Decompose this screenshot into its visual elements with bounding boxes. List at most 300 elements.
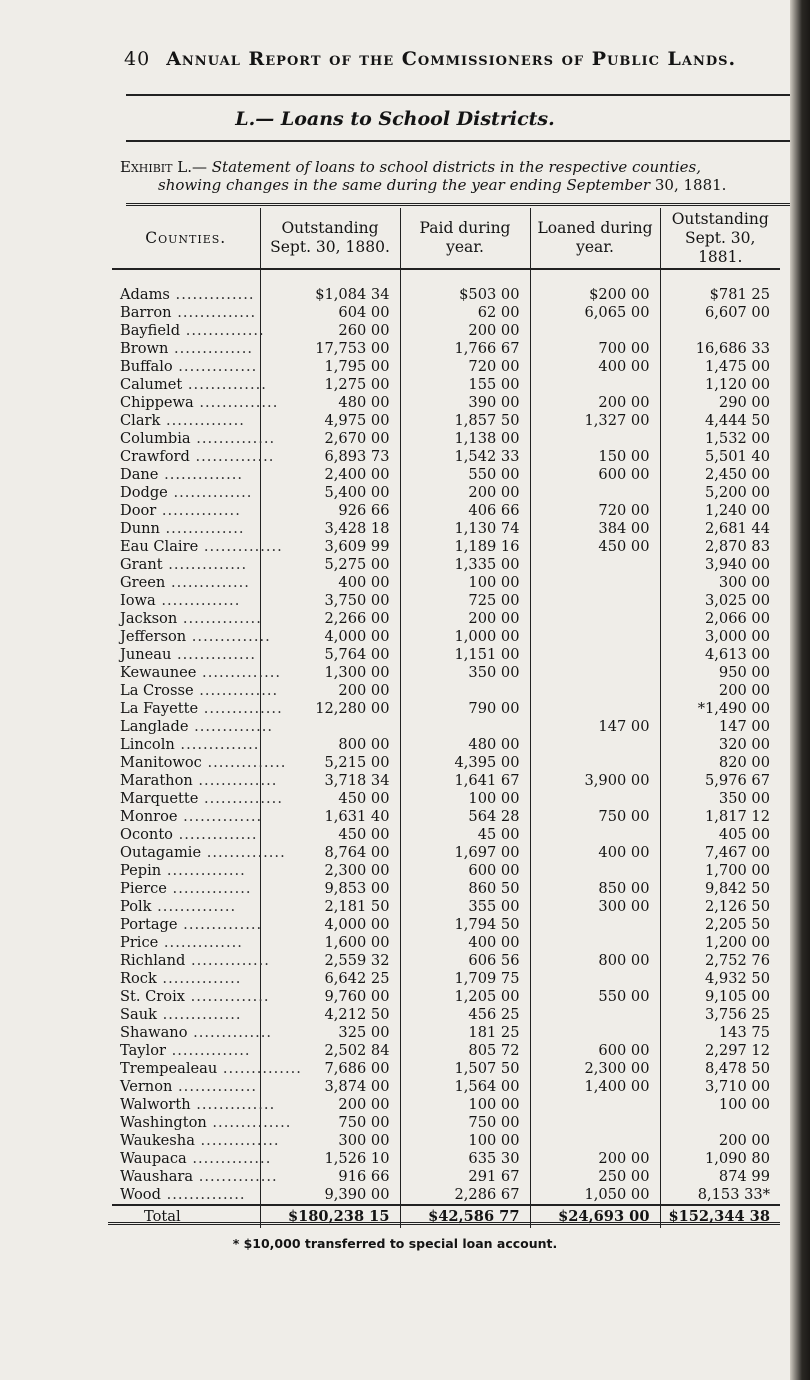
table-row — [112, 826, 780, 844]
cell-outstanding-1880: 17,753 00 — [260, 340, 400, 358]
table-row — [112, 844, 780, 862]
table-row — [112, 1186, 780, 1205]
leader-dots: .............. — [185, 952, 270, 969]
cell-outstanding-1881: 320 00 — [660, 736, 780, 754]
cell-loaned-during-year: 720 00 — [530, 502, 660, 520]
cell-outstanding-1880: 8,764 00 — [260, 844, 400, 862]
cell-outstanding-1880: 1,631 40 — [260, 808, 400, 826]
loans-table — [112, 208, 780, 1228]
cell-loaned-during-year: 384 00 — [530, 520, 660, 538]
cell-outstanding-1881: 3,940 00 — [660, 556, 780, 574]
total-outstanding-1880: $180,238 15 — [260, 1205, 400, 1228]
county-label: Jefferson — [120, 628, 187, 645]
cell-outstanding-1881: 405 00 — [660, 826, 780, 844]
leader-dots: .............. — [189, 448, 275, 465]
cell-loaned-during-year: 200 00 — [530, 394, 660, 412]
county-label: Columbia — [120, 430, 191, 447]
cell-loaned-during-year — [530, 970, 660, 988]
table-header-row — [112, 208, 780, 269]
cell-county-name — [112, 412, 260, 430]
cell-county-name — [112, 1006, 260, 1024]
county-label: Pierce — [120, 880, 167, 897]
cell-outstanding-1881: 2,066 00 — [660, 610, 780, 628]
cell-loaned-during-year — [530, 916, 660, 934]
cell-outstanding-1880: 916 66 — [260, 1168, 400, 1186]
table-row — [112, 1078, 780, 1096]
cell-paid-during-year: 406 66 — [400, 502, 530, 520]
cell-loaned-during-year: 550 00 — [530, 988, 660, 1006]
leader-dots: .............. — [192, 772, 278, 789]
cell-outstanding-1881: 2,752 76 — [660, 952, 780, 970]
cell-outstanding-1881: 1,532 00 — [660, 430, 780, 448]
leader-dots: .............. — [187, 1024, 273, 1041]
cell-loaned-during-year: 2,300 00 — [530, 1060, 660, 1078]
table-row — [112, 1150, 780, 1168]
cell-outstanding-1880: 750 00 — [260, 1114, 400, 1132]
cell-loaned-during-year: $200 00 — [530, 286, 660, 304]
cell-loaned-during-year — [530, 664, 660, 682]
cell-outstanding-1881 — [660, 322, 780, 340]
cell-loaned-during-year: 200 00 — [530, 1150, 660, 1168]
county-label: Shawano — [120, 1024, 188, 1041]
cell-outstanding-1880: 3,750 00 — [260, 592, 400, 610]
cell-loaned-during-year — [530, 1114, 660, 1132]
table-row — [112, 358, 780, 376]
table-row — [112, 1042, 780, 1060]
county-label: Waukesha — [120, 1132, 195, 1149]
cell-paid-during-year: 480 00 — [400, 736, 530, 754]
table-row — [112, 592, 780, 610]
county-label: Price — [120, 934, 159, 951]
table-row — [112, 754, 780, 772]
leader-dots: .............. — [190, 1096, 276, 1113]
cell-loaned-during-year: 850 00 — [530, 880, 660, 898]
cell-county-name — [112, 646, 260, 664]
cell-outstanding-1880: 926 66 — [260, 502, 400, 520]
cell-loaned-during-year: 400 00 — [530, 358, 660, 376]
cell-outstanding-1880: 4,000 00 — [260, 916, 400, 934]
cell-outstanding-1880: 6,642 25 — [260, 970, 400, 988]
leader-dots: .............. — [184, 988, 270, 1005]
cell-outstanding-1881 — [660, 1114, 780, 1132]
cell-loaned-during-year: 6,065 00 — [530, 304, 660, 322]
county-label: Polk — [120, 898, 152, 915]
table-row — [112, 898, 780, 916]
cell-loaned-during-year: 3,900 00 — [530, 772, 660, 790]
cell-outstanding-1881: 100 00 — [660, 1096, 780, 1114]
county-label: Barron — [120, 304, 172, 321]
table-row — [112, 1060, 780, 1078]
cell-outstanding-1880: 800 00 — [260, 736, 400, 754]
cell-paid-during-year: 805 72 — [400, 1042, 530, 1060]
leader-dots: .............. — [188, 718, 274, 735]
cell-outstanding-1881: 1,240 00 — [660, 502, 780, 520]
leader-dots: .............. — [172, 358, 258, 375]
cell-outstanding-1881: 2,205 50 — [660, 916, 780, 934]
cell-loaned-during-year: 600 00 — [530, 466, 660, 484]
cell-paid-during-year: 1,000 00 — [400, 628, 530, 646]
cell-county-name — [112, 736, 260, 754]
cell-loaned-during-year: 1,400 00 — [530, 1078, 660, 1096]
leader-dots: .............. — [198, 700, 283, 717]
cell-outstanding-1881: 1,200 00 — [660, 934, 780, 952]
cell-outstanding-1880: 9,760 00 — [260, 988, 400, 1006]
table-row — [112, 772, 780, 790]
page-number: 40 — [124, 48, 151, 70]
cell-paid-during-year: 390 00 — [400, 394, 530, 412]
table-row — [112, 736, 780, 754]
exhibit-line-1: Statement of loans to school districts in the respective counties, — [211, 158, 701, 176]
cell-outstanding-1881: 2,870 83 — [660, 538, 780, 556]
cell-outstanding-1881: 950 00 — [660, 664, 780, 682]
running-title: Annual Report of the Commissioners of Public Lands. — [166, 48, 737, 70]
col-header-loaned: Loaned during year. — [530, 208, 660, 269]
page-edge-shadow — [790, 0, 810, 1380]
cell-county-name — [112, 862, 260, 880]
county-label: Dodge — [120, 484, 168, 501]
cell-paid-during-year: 456 25 — [400, 1006, 530, 1024]
county-label: Marquette — [120, 790, 199, 807]
table-row — [112, 340, 780, 358]
cell-outstanding-1881: 1,475 00 — [660, 358, 780, 376]
cell-loaned-during-year: 700 00 — [530, 340, 660, 358]
cell-paid-during-year: 550 00 — [400, 466, 530, 484]
cell-county-name — [112, 790, 283, 808]
cell-county-name — [112, 916, 263, 934]
cell-loaned-during-year — [530, 322, 660, 340]
cell-outstanding-1880: 260 00 — [260, 322, 400, 340]
table-row — [112, 952, 780, 970]
cell-paid-during-year: 200 00 — [400, 484, 530, 502]
cell-county-name — [112, 754, 287, 772]
cell-outstanding-1880: 3,609 99 — [260, 538, 400, 556]
table-row — [112, 628, 780, 646]
cell-outstanding-1880: 2,670 00 — [260, 430, 400, 448]
county-label: La Fayette — [120, 700, 199, 717]
cell-outstanding-1881: 9,105 00 — [660, 988, 780, 1006]
leader-dots: .............. — [171, 646, 256, 663]
cell-loaned-during-year — [530, 556, 660, 574]
county-label: Dunn — [120, 520, 160, 537]
cell-outstanding-1881: 3,025 00 — [660, 592, 780, 610]
cell-outstanding-1881: 4,613 00 — [660, 646, 780, 664]
cell-outstanding-1880: 5,215 00 — [260, 754, 400, 772]
cell-outstanding-1881: 2,126 50 — [660, 898, 780, 916]
cell-paid-during-year: 1,507 50 — [400, 1060, 530, 1078]
table-row — [112, 574, 780, 592]
county-label: Brown — [120, 340, 169, 357]
cell-outstanding-1880: 450 00 — [260, 826, 400, 844]
county-label: Grant — [120, 556, 163, 573]
cell-county-name — [112, 1078, 260, 1096]
cell-county-name — [112, 1150, 272, 1168]
cell-county-name — [112, 376, 267, 394]
cell-outstanding-1881: 8,153 33* — [660, 1186, 780, 1205]
cell-paid-during-year: 860 50 — [400, 880, 530, 898]
cell-loaned-during-year — [530, 1096, 660, 1114]
table-row — [112, 376, 780, 394]
leader-dots: .............. — [198, 538, 283, 555]
leader-dots: .............. — [160, 1186, 246, 1203]
county-label: Door — [120, 502, 157, 519]
cell-loaned-during-year — [530, 862, 660, 880]
table-row — [112, 484, 780, 502]
cell-paid-during-year: 181 25 — [400, 1024, 530, 1042]
leader-dots: .............. — [193, 394, 279, 411]
cell-outstanding-1881: 8,478 50 — [660, 1060, 780, 1078]
cell-county-name — [112, 574, 260, 592]
table-row — [112, 286, 780, 304]
table-row — [112, 322, 780, 340]
cell-paid-during-year: 564 28 — [400, 808, 530, 826]
cell-outstanding-1881: 4,932 50 — [660, 970, 780, 988]
cell-county-name — [112, 934, 260, 952]
cell-county-name — [112, 502, 260, 520]
cell-outstanding-1880: 604 00 — [260, 304, 400, 322]
total-label: Total — [112, 1205, 260, 1228]
col-header-paid: Paid during year. — [400, 208, 530, 269]
cell-loaned-during-year — [530, 754, 660, 772]
cell-county-name — [112, 1114, 292, 1132]
footnote: * $10,000 transferred to special loan account. — [232, 1236, 558, 1251]
total-loaned-during-year: $24,693 00 — [530, 1205, 660, 1228]
leader-dots: .............. — [196, 664, 282, 681]
cell-paid-during-year: 1,697 00 — [400, 844, 530, 862]
county-label: Adams — [120, 286, 170, 303]
cell-paid-during-year: 1,205 00 — [400, 988, 530, 1006]
cell-loaned-during-year: 1,050 00 — [530, 1186, 660, 1205]
cell-county-name — [112, 466, 260, 484]
table-row — [112, 790, 780, 808]
cell-outstanding-1881: 290 00 — [660, 394, 780, 412]
county-label: Langlade — [120, 718, 189, 735]
cell-outstanding-1880: 4,212 50 — [260, 1006, 400, 1024]
cell-loaned-during-year — [530, 646, 660, 664]
cell-outstanding-1881: 820 00 — [660, 754, 780, 772]
county-label: La Crosse — [120, 682, 194, 699]
cell-outstanding-1880: 2,300 00 — [260, 862, 400, 880]
table-row — [112, 394, 780, 412]
cell-outstanding-1880: 2,181 50 — [260, 898, 400, 916]
leader-dots: .............. — [186, 628, 271, 645]
county-label: Buffalo — [120, 358, 173, 375]
table-row — [112, 862, 780, 880]
cell-outstanding-1880: 12,280 00 — [260, 700, 400, 718]
cell-paid-during-year: 1,542 33 — [400, 448, 530, 466]
leader-dots: .............. — [156, 970, 242, 987]
county-label: Crawford — [120, 448, 190, 465]
cell-outstanding-1880: 300 00 — [260, 1132, 400, 1150]
cell-county-name — [112, 844, 286, 862]
table-row — [112, 970, 780, 988]
cell-loaned-during-year — [530, 790, 660, 808]
cell-county-name — [112, 1060, 302, 1078]
county-label: St. Croix — [120, 988, 185, 1005]
county-label: Portage — [120, 916, 178, 933]
cell-outstanding-1880: 6,893 73 — [260, 448, 400, 466]
leader-dots: .............. — [166, 880, 252, 897]
cell-county-name — [112, 304, 260, 322]
leader-dots: .............. — [156, 1006, 242, 1023]
table-row — [112, 1132, 780, 1150]
caption-rule — [126, 203, 790, 206]
running-header — [124, 48, 774, 70]
leader-dots: .............. — [169, 286, 255, 303]
cell-outstanding-1881: 147 00 — [660, 718, 780, 736]
cell-outstanding-1880: 2,502 84 — [260, 1042, 400, 1060]
cell-county-name — [112, 1024, 273, 1042]
county-label: Marathon — [120, 772, 193, 789]
exhibit-caption — [120, 158, 792, 194]
table-bottom-rule — [108, 1222, 780, 1225]
cell-outstanding-1881: 7,467 00 — [660, 844, 780, 862]
cell-outstanding-1881: 5,200 00 — [660, 484, 780, 502]
table-row — [112, 682, 780, 700]
cell-paid-during-year: 155 00 — [400, 376, 530, 394]
cell-outstanding-1881: 350 00 — [660, 790, 780, 808]
leader-dots: .............. — [190, 430, 276, 447]
cell-county-name — [112, 700, 283, 718]
county-label: Taylor — [120, 1042, 166, 1059]
cell-county-name — [112, 898, 260, 916]
cell-outstanding-1880: 400 00 — [260, 574, 400, 592]
county-label: Bayfield — [120, 322, 181, 339]
cell-outstanding-1880: 2,559 32 — [260, 952, 400, 970]
cell-county-name — [112, 808, 263, 826]
leader-dots: .............. — [162, 556, 248, 573]
county-label: Jackson — [120, 610, 178, 627]
cell-county-name — [112, 628, 271, 646]
leader-dots: .............. — [168, 340, 253, 357]
table-row — [112, 880, 780, 898]
county-label: Dane — [120, 466, 159, 483]
cell-county-name — [112, 718, 274, 736]
cell-paid-during-year: 355 00 — [400, 898, 530, 916]
cell-outstanding-1880: 9,853 00 — [260, 880, 400, 898]
table-row — [112, 934, 780, 952]
cell-outstanding-1880: 1,795 00 — [260, 358, 400, 376]
cell-outstanding-1880: 200 00 — [260, 1096, 400, 1114]
cell-loaned-during-year — [530, 610, 660, 628]
leader-dots: .............. — [159, 520, 245, 537]
total-outstanding-1881: $152,344 38 — [660, 1205, 780, 1228]
table-row — [112, 1114, 780, 1132]
cell-outstanding-1881: 143 75 — [660, 1024, 780, 1042]
county-label: Waupaca — [120, 1150, 187, 1167]
cell-county-name — [112, 1132, 280, 1150]
exhibit-date: 30, 1881. — [654, 176, 727, 194]
cell-outstanding-1881: 3,000 00 — [660, 628, 780, 646]
cell-outstanding-1880: 3,718 34 — [260, 772, 400, 790]
leader-dots: .............. — [201, 844, 286, 861]
cell-outstanding-1880: 5,764 00 — [260, 646, 400, 664]
leader-dots: .............. — [180, 322, 265, 339]
cell-outstanding-1881: 2,450 00 — [660, 466, 780, 484]
cell-loaned-during-year — [530, 628, 660, 646]
cell-outstanding-1880: 480 00 — [260, 394, 400, 412]
cell-outstanding-1881: 3,710 00 — [660, 1078, 780, 1096]
cell-outstanding-1880: 7,686 00 — [260, 1060, 400, 1078]
cell-outstanding-1881: 1,120 00 — [660, 376, 780, 394]
leader-dots: .............. — [172, 1078, 257, 1095]
cell-loaned-during-year: 800 00 — [530, 952, 660, 970]
cell-paid-during-year: 100 00 — [400, 1132, 530, 1150]
county-label: Rock — [120, 970, 157, 987]
cell-loaned-during-year — [530, 826, 660, 844]
leader-dots: .............. — [198, 790, 283, 807]
cell-county-name — [112, 772, 278, 790]
cell-county-name — [112, 1042, 260, 1060]
leader-dots: .............. — [155, 592, 241, 609]
cell-paid-during-year — [400, 682, 530, 700]
cell-county-name — [112, 1186, 260, 1205]
cell-county-name — [112, 826, 260, 844]
leader-dots: .............. — [161, 862, 246, 879]
county-label: Wood — [120, 1186, 161, 1203]
cell-county-name — [112, 988, 270, 1006]
exhibit-lead: Exhibit L.— — [120, 158, 207, 176]
cell-paid-during-year: 1,766 67 — [400, 340, 530, 358]
col-header-outstanding-1881: Outstanding Sept. 30, 1881. — [660, 208, 780, 269]
cell-outstanding-1880: 1,526 10 — [260, 1150, 400, 1168]
cell-paid-during-year: 1,564 00 — [400, 1078, 530, 1096]
cell-outstanding-1881: 9,842 50 — [660, 880, 780, 898]
cell-outstanding-1881: *1,490 00 — [660, 700, 780, 718]
cell-outstanding-1880: 5,400 00 — [260, 484, 400, 502]
table-row — [112, 466, 780, 484]
cell-outstanding-1880: 2,400 00 — [260, 466, 400, 484]
cell-paid-during-year: 200 00 — [400, 610, 530, 628]
cell-outstanding-1880: 450 00 — [260, 790, 400, 808]
cell-county-name — [112, 484, 260, 502]
leader-dots: .............. — [167, 484, 253, 501]
cell-loaned-during-year: 750 00 — [530, 808, 660, 826]
county-label: Walworth — [120, 1096, 191, 1113]
cell-paid-during-year: 100 00 — [400, 790, 530, 808]
leader-dots: .............. — [201, 754, 287, 771]
table-row — [112, 556, 780, 574]
section-title: L.— Loans to School Districts. — [235, 108, 555, 130]
cell-paid-during-year: 750 00 — [400, 1114, 530, 1132]
table-row — [112, 988, 780, 1006]
cell-loaned-during-year: 250 00 — [530, 1168, 660, 1186]
leader-dots: .............. — [177, 808, 263, 825]
cell-paid-during-year: 62 00 — [400, 304, 530, 322]
leader-dots: .............. — [174, 736, 260, 753]
cell-paid-during-year: 4,395 00 — [400, 754, 530, 772]
cell-paid-during-year: 600 00 — [400, 862, 530, 880]
table-row — [112, 610, 780, 628]
cell-paid-during-year: 291 67 — [400, 1168, 530, 1186]
cell-loaned-during-year: 1,327 00 — [530, 412, 660, 430]
cell-paid-during-year: 100 00 — [400, 574, 530, 592]
cell-outstanding-1881: 2,297 12 — [660, 1042, 780, 1060]
leader-dots: .............. — [186, 1150, 272, 1167]
cell-loaned-during-year: 150 00 — [530, 448, 660, 466]
cell-loaned-during-year — [530, 682, 660, 700]
col-header-outstanding-1880: Outstanding Sept. 30, 1880. — [260, 208, 400, 269]
table-row — [112, 1006, 780, 1024]
title-rule — [126, 140, 790, 142]
cell-outstanding-1880: 3,428 18 — [260, 520, 400, 538]
cell-outstanding-1881: 5,501 40 — [660, 448, 780, 466]
county-label: Washington — [120, 1114, 207, 1131]
cell-county-name — [112, 394, 279, 412]
cell-outstanding-1881: 6,607 00 — [660, 304, 780, 322]
cell-county-name — [112, 1168, 278, 1186]
cell-outstanding-1881: 2,681 44 — [660, 520, 780, 538]
cell-outstanding-1880: 4,975 00 — [260, 412, 400, 430]
